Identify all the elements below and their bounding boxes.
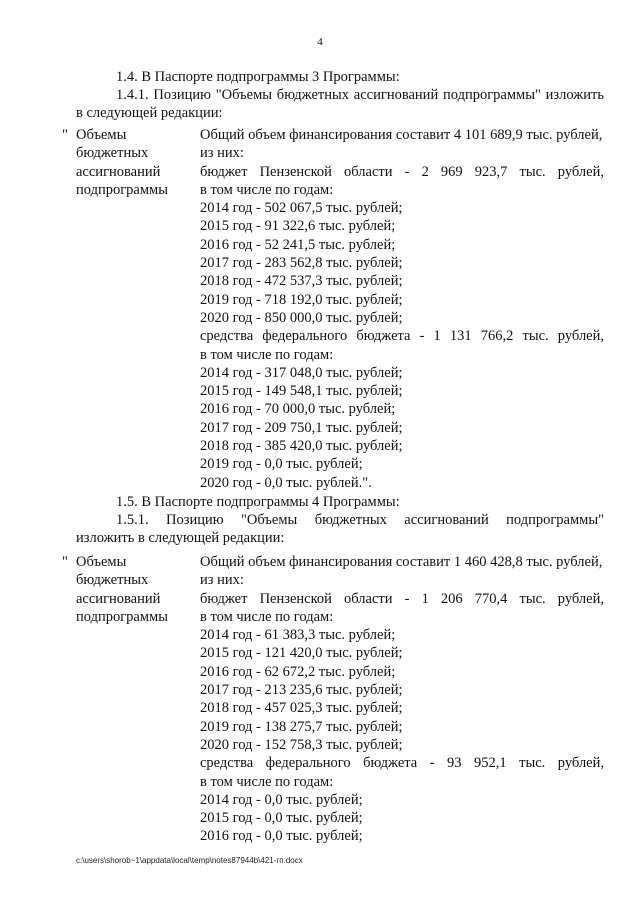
section-1-4-heading: 1.4. В Паспорте подпрограммы 3 Программы: <box>116 69 400 85</box>
file-path-footer: c:\users\shorob~1\appdata\local\temp\notes87944b\421-гп.docx <box>76 856 303 865</box>
position-value <box>200 553 604 846</box>
value-line: бюджет Пензенской области - 2 969 923,7 тыс. рублей, <box>200 163 604 180</box>
value-line: в том числе по годам: <box>200 181 334 198</box>
value-line: Общий объем финансирования составит 1 460 428,8 тыс. рублей, <box>200 554 603 570</box>
section-1-4-1-line2: в следующей редакции: <box>76 105 223 121</box>
budget-block-subprogram-4 <box>62 553 604 849</box>
label-line: бюджетных <box>76 145 149 162</box>
value-line: 2015 год - 121 420,0 тыс. рублей; <box>200 645 403 662</box>
value-line: средства федерального бюджета - 1 131 766,2 тыс. рублей, <box>200 328 604 345</box>
page-number: 4 <box>317 36 323 48</box>
value-line: 2014 год - 502 067,5 тыс. рублей; <box>200 200 403 217</box>
value-line: 2016 год - 52 241,5 тыс. рублей; <box>200 236 396 253</box>
label-line: подпрограммы <box>76 608 168 625</box>
value-line: 2019 год - 0,0 тыс. рублей; <box>200 456 363 473</box>
value-line: в том числе по годам: <box>200 608 334 625</box>
value-line: 2017 год - 213 235,6 тыс. рублей; <box>200 682 403 699</box>
value-line: 2017 год - 209 750,1 тыс. рублей; <box>200 419 403 436</box>
value-line: 2014 год - 0,0 тыс. рублей; <box>200 791 363 808</box>
label-line: бюджетных <box>76 572 149 589</box>
value-line: 2019 год - 138 275,7 тыс. рублей; <box>200 718 403 735</box>
value-line: 2018 год - 385 420,0 тыс. рублей; <box>200 438 403 455</box>
value-line: 2015 год - 149 548,1 тыс. рублей; <box>200 383 403 400</box>
section-1-5-heading: 1.5. В Паспорте подпрограммы 4 Программы: <box>116 494 400 510</box>
value-line: 2020 год - 850 000,0 тыс. рублей; <box>200 309 403 326</box>
value-line: Общий объем финансирования составит 4 101 689,9 тыс. рублей, <box>200 127 603 143</box>
section-1-5-1-line1: 1.5.1. Позицию "Объемы бюджетных ассигнований подпрограммы" <box>116 512 604 528</box>
value-line: 2014 год - 317 048,0 тыс. рублей; <box>200 364 403 381</box>
opening-quote: " <box>62 554 68 570</box>
section-1-5-1-line2: изложить в следующей редакции: <box>76 530 285 546</box>
value-line: в том числе по годам: <box>200 346 334 363</box>
value-line: из них: <box>200 145 244 162</box>
value-line: из них: <box>200 572 244 589</box>
label-line: Объемы <box>76 127 127 143</box>
value-line: 2015 год - 91 322,6 тыс. рублей; <box>200 218 396 235</box>
label-line: ассигнований <box>76 590 161 607</box>
section-1-4-1-line1: 1.4.1. Позицию "Объемы бюджетных ассигнований подпрограммы" изложить <box>116 87 604 103</box>
budget-block-subprogram-3 <box>62 126 604 496</box>
value-line: 2019 год - 718 192,0 тыс. рублей; <box>200 291 403 308</box>
value-line: 2020 год - 0,0 тыс. рублей.". <box>200 474 372 491</box>
value-line: 2016 год - 0,0 тыс. рублей; <box>200 828 363 845</box>
position-label <box>76 126 196 199</box>
position-label <box>76 553 196 626</box>
opening-quote: " <box>62 127 68 143</box>
label-line: подпрограммы <box>76 181 168 198</box>
position-value <box>200 126 604 492</box>
value-line: бюджет Пензенской области - 1 206 770,4 тыс. рублей, <box>200 590 604 607</box>
value-line: 2020 год - 152 758,3 тыс. рублей; <box>200 736 403 753</box>
value-line: 2017 год - 283 562,8 тыс. рублей; <box>200 255 403 272</box>
label-line: Объемы <box>76 554 127 570</box>
label-line: ассигнований <box>76 163 161 180</box>
value-line: 2016 год - 70 000,0 тыс. рублей; <box>200 401 396 418</box>
value-line: 2018 год - 472 537,3 тыс. рублей; <box>200 273 403 290</box>
value-line: в том числе по годам: <box>200 773 334 790</box>
value-line: 2014 год - 61 383,3 тыс. рублей; <box>200 627 396 644</box>
value-line: 2015 год - 0,0 тыс. рублей; <box>200 810 363 827</box>
value-line: 2018 год - 457 025,3 тыс. рублей; <box>200 700 403 717</box>
value-line: 2016 год - 62 672,2 тыс. рублей; <box>200 663 396 680</box>
value-line: средства федерального бюджета - 93 952,1 тыс. рублей, <box>200 755 604 772</box>
